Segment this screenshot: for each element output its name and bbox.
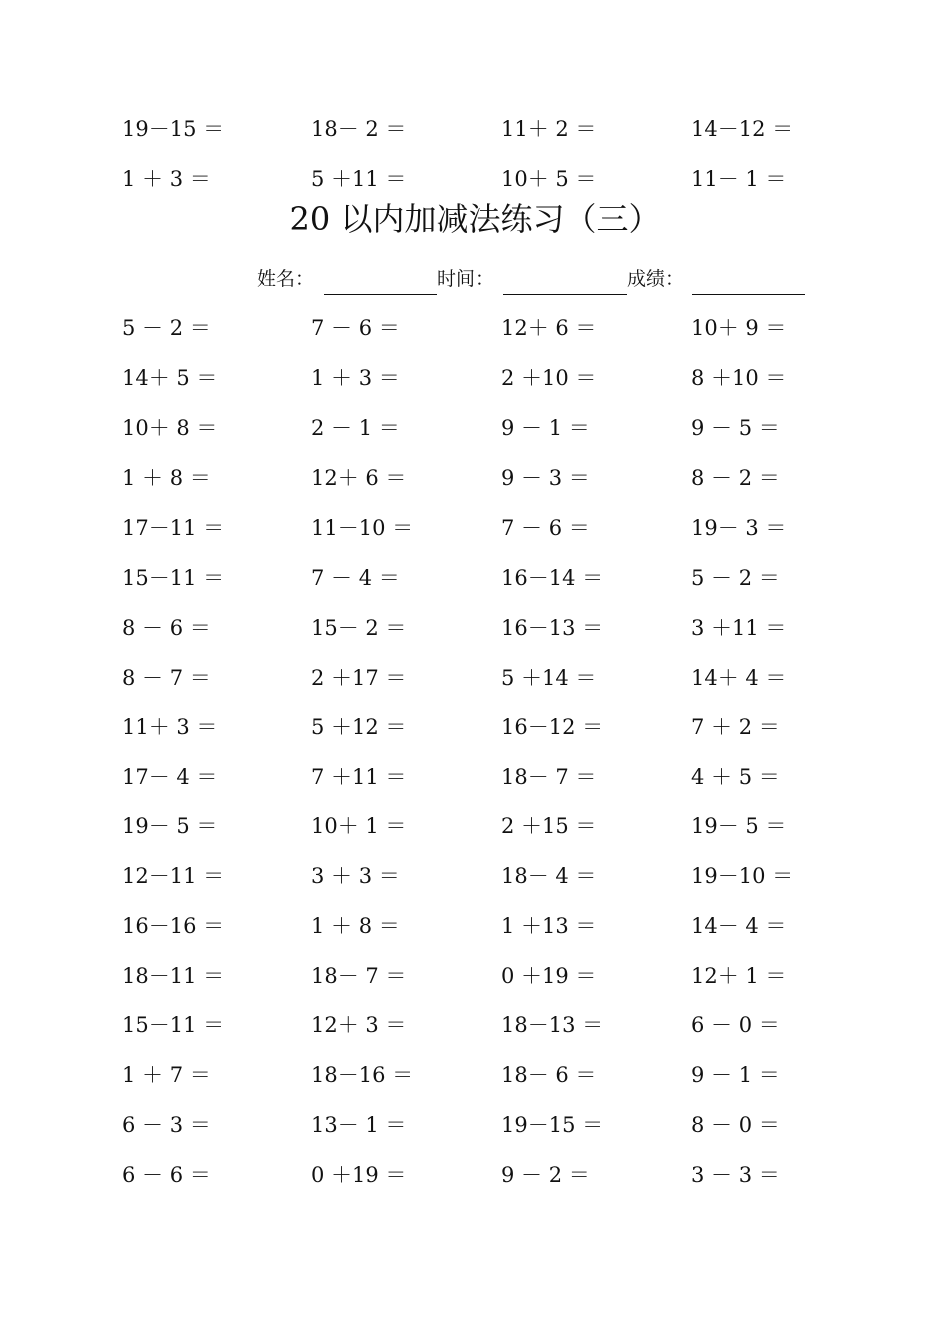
problem: 5 ＋11 ＝ [311,167,407,191]
problem: 15－11 ＝ [122,566,225,590]
problem: 18－11 ＝ [122,964,225,988]
problem: 18－ 7 ＝ [501,765,597,789]
problem: 15－11 ＝ [122,1013,225,1037]
problem: 3 ＋11 ＝ [691,616,787,640]
name-blank[interactable] [324,294,437,295]
problem: 1 ＋ 3 ＝ [122,167,211,191]
problem: 3 － 3 ＝ [691,1163,780,1187]
problem: 2 ＋17 ＝ [311,666,407,690]
problem: 9 － 2 ＝ [501,1163,590,1187]
problem-row [0,1110,950,1140]
problem: 19－ 3 ＝ [691,516,787,540]
problem: 18－ 7 ＝ [311,964,407,988]
problem-row [0,363,950,393]
problem: 11－10 ＝ [311,516,414,540]
problem: 8 － 0 ＝ [691,1113,780,1137]
problem: 6 － 0 ＝ [691,1013,780,1037]
problem: 1 ＋ 3 ＝ [311,366,400,390]
problem: 10＋ 9 ＝ [691,316,787,340]
problem: 16－14 ＝ [501,566,604,590]
score-blank[interactable] [692,294,805,295]
problem: 8 － 2 ＝ [691,466,780,490]
time-blank[interactable] [503,294,627,295]
student-info-line [0,264,950,298]
problem: 18－13 ＝ [501,1013,604,1037]
top-problem-row [0,164,950,194]
problem: 18－ 2 ＝ [311,117,407,141]
problem: 11＋ 3 ＝ [122,715,218,739]
problem: 1 ＋ 7 ＝ [122,1063,211,1087]
problem-row [0,413,950,443]
problem: 5 ＋14 ＝ [501,666,597,690]
problem: 17－ 4 ＝ [122,765,218,789]
problem: 7 ＋11 ＝ [311,765,407,789]
problem: 2 ＋10 ＝ [501,366,597,390]
problem-row [0,663,950,693]
problem-row [0,463,950,493]
problem: 14－ 4 ＝ [691,914,787,938]
problem: 13－ 1 ＝ [311,1113,407,1137]
problem: 8 － 7 ＝ [122,666,211,690]
problem: 18－ 6 ＝ [501,1063,597,1087]
problem: 5 － 2 ＝ [691,566,780,590]
problem: 1 ＋ 8 ＝ [311,914,400,938]
problem: 1 ＋13 ＝ [501,914,597,938]
problem: 9 － 1 ＝ [501,416,590,440]
top-problem-row [0,114,950,144]
problem-row [0,861,950,891]
problem: 12－11 ＝ [122,864,225,888]
problem: 6 － 6 ＝ [122,1163,211,1187]
problem: 9 － 3 ＝ [501,466,590,490]
problem: 5 ＋12 ＝ [311,715,407,739]
problem: 12＋ 3 ＝ [311,1013,407,1037]
problem-row [0,811,950,841]
name-label: 姓名： [257,268,315,290]
problem: 7 － 6 ＝ [501,516,590,540]
problem-row [0,712,950,742]
problem: 7 － 4 ＝ [311,566,400,590]
problem: 12＋ 1 ＝ [691,964,787,988]
problem: 2 － 1 ＝ [311,416,400,440]
problem: 19－15 ＝ [501,1113,604,1137]
problem: 19－15 ＝ [122,117,225,141]
problem: 12＋ 6 ＝ [311,466,407,490]
problem: 10＋ 1 ＝ [311,814,407,838]
problem-row [0,513,950,543]
problem: 14－12 ＝ [691,117,794,141]
problem: 8 － 6 ＝ [122,616,211,640]
problem: 2 ＋15 ＝ [501,814,597,838]
problem: 11－ 1 ＝ [691,167,787,191]
problem: 7 ＋ 2 ＝ [691,715,780,739]
problem: 9 － 1 ＝ [691,1063,780,1087]
problem-row [0,1010,950,1040]
problem: 18－16 ＝ [311,1063,414,1087]
problem: 19－ 5 ＝ [691,814,787,838]
worksheet-title: 20 以内加减法练习（三） [289,200,661,238]
problem: 9 － 5 ＝ [691,416,780,440]
problem: 4 ＋ 5 ＝ [691,765,780,789]
problem: 12＋ 6 ＝ [501,316,597,340]
problem: 16－16 ＝ [122,914,225,938]
problem-row [0,961,950,991]
problem: 15－ 2 ＝ [311,616,407,640]
problem-row [0,563,950,593]
problem: 10＋ 5 ＝ [501,167,597,191]
time-label: 时间： [437,268,495,290]
problem: 11＋ 2 ＝ [501,117,597,141]
problem: 19－ 5 ＝ [122,814,218,838]
problem: 6 － 3 ＝ [122,1113,211,1137]
problem-row [0,911,950,941]
problem: 19－10 ＝ [691,864,794,888]
problem-row [0,762,950,792]
problem-row [0,313,950,343]
problem: 17－11 ＝ [122,516,225,540]
problem: 14＋ 5 ＝ [122,366,218,390]
problem-row [0,613,950,643]
problem: 10＋ 8 ＝ [122,416,218,440]
problem: 16－13 ＝ [501,616,604,640]
problem-row [0,1060,950,1090]
problem: 14＋ 4 ＝ [691,666,787,690]
problem-row [0,1160,950,1190]
problem: 3 ＋ 3 ＝ [311,864,400,888]
problem: 5 － 2 ＝ [122,316,211,340]
problem: 18－ 4 ＝ [501,864,597,888]
problem: 8 ＋10 ＝ [691,366,787,390]
score-label: 成绩： [627,268,685,290]
problem: 1 ＋ 8 ＝ [122,466,211,490]
problem: 0 ＋19 ＝ [501,964,597,988]
problem: 16－12 ＝ [501,715,604,739]
problem: 0 ＋19 ＝ [311,1163,407,1187]
problem: 7 － 6 ＝ [311,316,400,340]
